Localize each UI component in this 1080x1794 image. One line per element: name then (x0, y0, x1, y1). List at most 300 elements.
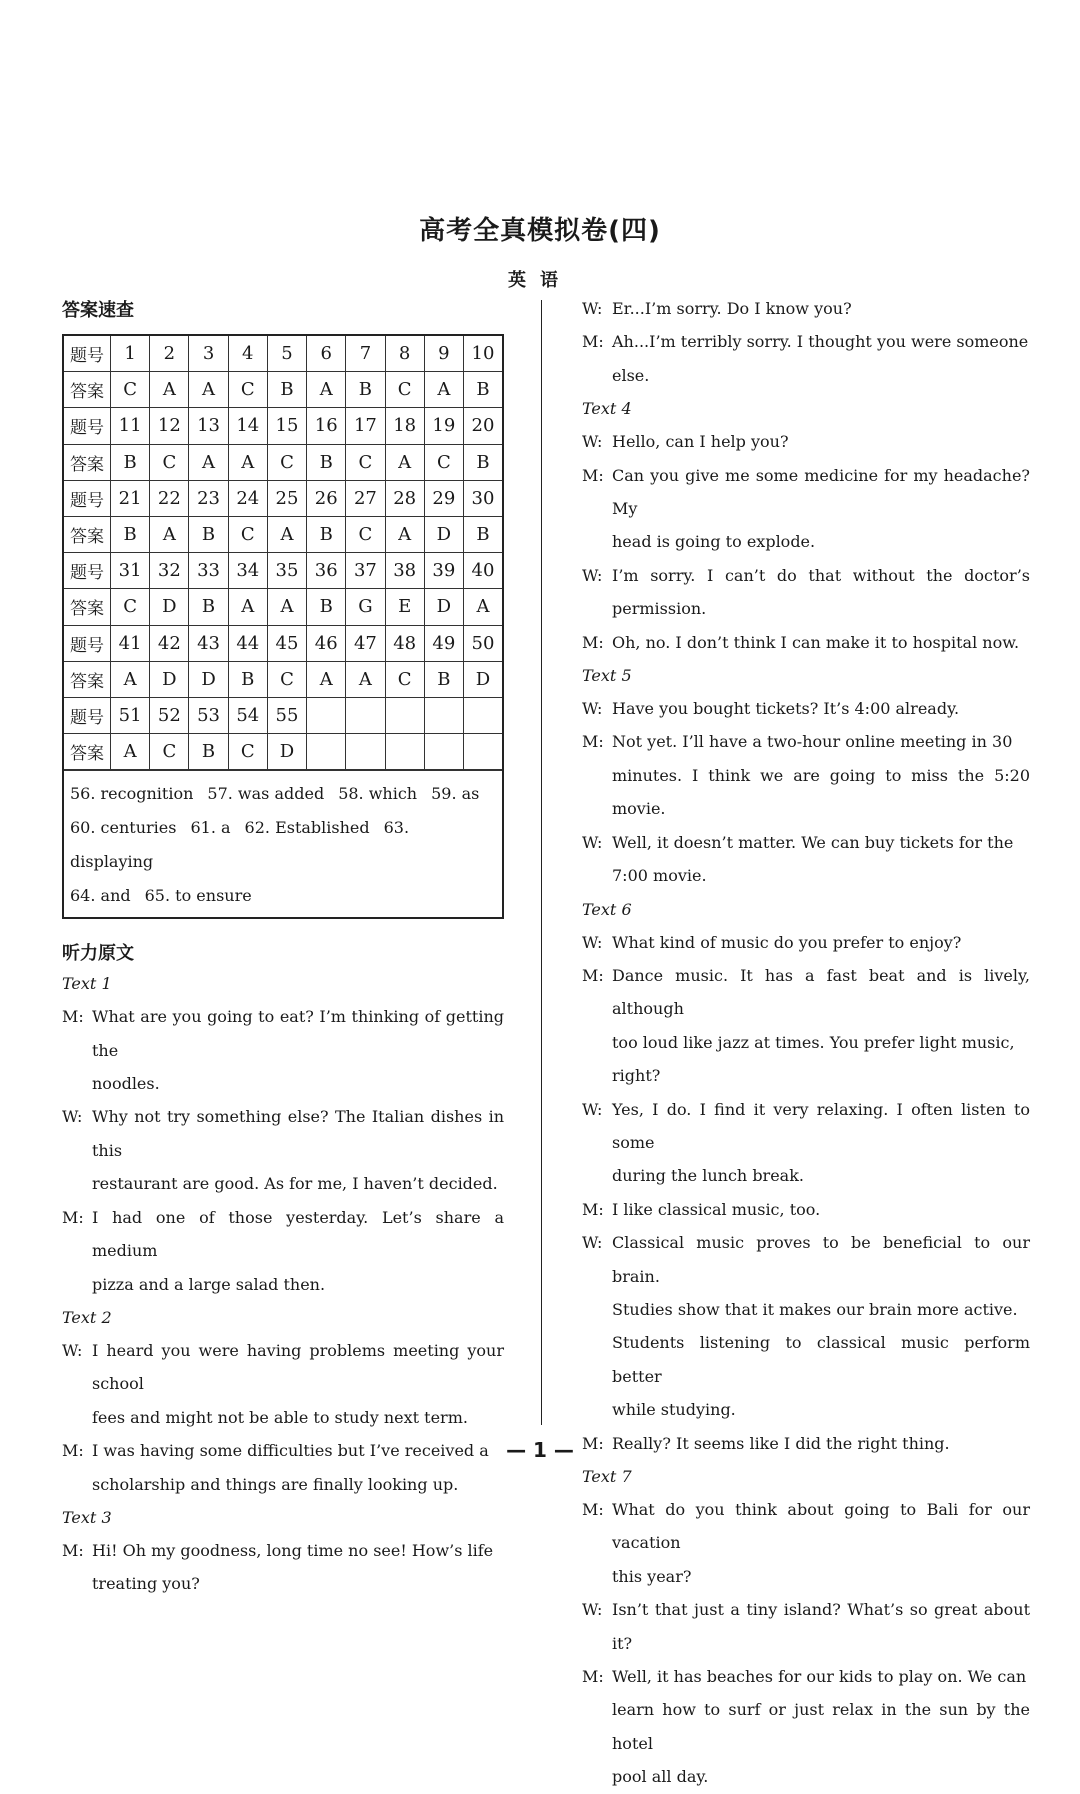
question-number-cell: 49 (424, 625, 463, 661)
dialogue-text: I like classical music, too. (612, 1199, 821, 1219)
answer-cell: A (307, 661, 346, 697)
question-number-cell: 21 (111, 480, 150, 516)
answer-cell: A (267, 516, 306, 552)
dialogue-text: Dance music. It has a fast beat and is lively, although (612, 965, 1030, 1019)
transcript-heading: 听力原文 (62, 943, 134, 965)
answer-cell: A (463, 589, 502, 625)
dialogue-text: learn how to surf or just relax in the sun by the hotel (612, 1700, 1030, 1753)
answer-cell (463, 734, 502, 770)
dialogue-text: restaurant are good. As for me, I haven’t decided. (92, 1174, 498, 1194)
answer-cell: A (346, 661, 385, 697)
dialogue-line (582, 292, 1030, 325)
dialogue-continuation (582, 759, 1030, 826)
row-label: 答案 (64, 661, 111, 697)
answer-cell: C (267, 661, 306, 697)
answer-key-heading: 答案速查 (62, 300, 134, 321)
right-column (582, 292, 1030, 1794)
dialogue-text: Students listening to classical music perform better (612, 1333, 1030, 1386)
answer-cell: D (424, 589, 463, 625)
dialogue-text: pool all day. (612, 1767, 709, 1787)
speaker-label (582, 1760, 612, 1793)
question-number-cell (307, 697, 346, 733)
dialogue-text: this year? (612, 1566, 692, 1586)
dialogue-line (62, 1534, 504, 1567)
column-divider (541, 300, 542, 1425)
question-number-cell: 26 (307, 480, 346, 516)
answer-row (64, 372, 502, 408)
answer-cell: C (228, 372, 267, 408)
dialogue-line (582, 692, 1030, 725)
dialogue-text: I had one of those yesterday. Let’s share a medium (92, 1207, 504, 1261)
dialogue-text: head is going to explode. (612, 532, 816, 552)
question-number-cell: 23 (189, 480, 228, 516)
speaker-label: M: (582, 1667, 604, 1687)
answer-cell (307, 734, 346, 770)
answer-cell: D (189, 661, 228, 697)
dialogue-text: else. (612, 365, 650, 385)
answer-cell: G (346, 589, 385, 625)
speaker-label: W: (62, 1340, 83, 1360)
row-label: 题号 (64, 408, 111, 444)
dialogue-label: Text 3 (62, 1507, 112, 1527)
speaker-label: M: (582, 1433, 604, 1453)
fill-in-answer: 58. which (338, 784, 418, 804)
answer-row (64, 589, 502, 625)
speaker-label: W: (582, 565, 603, 585)
dialogue-continuation (62, 1567, 504, 1600)
question-number-cell: 45 (267, 625, 306, 661)
dialogue-line (62, 1000, 504, 1067)
speaker-label: M: (62, 1207, 84, 1227)
question-number-row (64, 697, 502, 733)
dialogue-line (582, 959, 1030, 1026)
speaker-label (62, 1268, 92, 1301)
speaker-label (62, 1468, 92, 1501)
answer-cell: B (228, 661, 267, 697)
row-label: 答案 (64, 734, 111, 770)
answer-cell: D (150, 589, 189, 625)
answer-cell: C (228, 734, 267, 770)
question-number-cell (463, 697, 502, 733)
question-number-row (64, 625, 502, 661)
question-number-cell: 38 (385, 553, 424, 589)
row-label: 题号 (64, 480, 111, 516)
answer-cell: A (307, 372, 346, 408)
question-number-cell: 28 (385, 480, 424, 516)
answer-cell: A (385, 516, 424, 552)
answer-cell: E (385, 589, 424, 625)
speaker-label: M: (582, 1500, 604, 1519)
dialogue-text: while studying. (612, 1400, 736, 1420)
question-number-cell (385, 697, 424, 733)
question-number-cell: 20 (463, 408, 502, 444)
dialogue-text: too loud like jazz at times. You prefer light music, (612, 1032, 1015, 1052)
speaker-label (582, 1393, 612, 1426)
dialogue-text: I was having some difficulties but I’ve received a (92, 1441, 489, 1461)
dialogue-continuation (582, 1026, 1030, 1059)
question-number-cell: 5 (267, 336, 306, 372)
question-number-cell: 24 (228, 480, 267, 516)
row-label: 题号 (64, 697, 111, 733)
answer-cell: B (307, 589, 346, 625)
dialogue-continuation (582, 1293, 1030, 1326)
dialogue-continuation (62, 1468, 504, 1501)
answer-cell: D (463, 661, 502, 697)
speaker-label: W: (582, 832, 603, 852)
question-number-cell: 39 (424, 553, 463, 589)
answer-cell: D (150, 661, 189, 697)
dialogue-continuation (582, 1760, 1030, 1793)
answer-cell: A (189, 444, 228, 480)
answer-cell: B (189, 734, 228, 770)
row-label: 答案 (64, 516, 111, 552)
dialogue-text: Have you bought tickets? It’s 4:00 already. (612, 699, 960, 719)
dialogue-line (62, 1334, 504, 1401)
question-number-row (64, 408, 502, 444)
question-number-cell: 32 (150, 553, 189, 589)
dialogue-text: right? (612, 1066, 661, 1086)
question-number-row (64, 480, 502, 516)
speaker-label: W: (582, 699, 603, 719)
dialogue-continuation (62, 1268, 504, 1301)
dialogue-continuation (582, 359, 1030, 392)
answer-cell: D (267, 734, 306, 770)
answer-cell: C (346, 444, 385, 480)
question-number-cell: 9 (424, 336, 463, 372)
dialogue-text: fees and might not be able to study next term. (92, 1407, 468, 1427)
answer-row (64, 661, 502, 697)
dialogue-line (582, 425, 1030, 458)
question-number-row (64, 553, 502, 589)
transcript-left (62, 967, 504, 1601)
dialogue-text: What are you going to eat? I’m thinking of getting the (92, 1007, 504, 1060)
dialogue-line (62, 1201, 504, 1268)
question-number-cell: 44 (228, 625, 267, 661)
question-number-cell: 22 (150, 480, 189, 516)
answer-key-table (64, 336, 502, 770)
dialogue-text: pizza and a large salad then. (92, 1274, 326, 1294)
fill-in-answer: 64. and (70, 886, 131, 906)
row-label: 答案 (64, 372, 111, 408)
fill-in-line (70, 879, 496, 913)
answer-cell: B (424, 661, 463, 697)
answer-cell: C (150, 734, 189, 770)
question-number-cell: 55 (267, 697, 306, 733)
dialogue-line (582, 1226, 1030, 1293)
question-number-cell: 31 (111, 553, 150, 589)
question-number-cell: 36 (307, 553, 346, 589)
dialogue-continuation (582, 1393, 1030, 1426)
left-column (62, 298, 504, 1601)
question-number-cell (346, 697, 385, 733)
dialogue-text: Oh, no. I don’t think I can make it to hospital now. (612, 632, 1020, 652)
dialogue-continuation (582, 859, 1030, 892)
question-number-cell: 54 (228, 697, 267, 733)
speaker-label (62, 1067, 92, 1100)
question-number-cell: 15 (267, 408, 306, 444)
dialogue-line (582, 626, 1030, 659)
dialogue-line (62, 1100, 504, 1167)
page-number: — 1 — (506, 1438, 574, 1462)
answer-cell: C (228, 516, 267, 552)
answer-cell: A (150, 516, 189, 552)
question-number-cell: 42 (150, 625, 189, 661)
dialogue-line (582, 826, 1030, 859)
dialogue-label: Text 4 (582, 399, 632, 419)
speaker-label (582, 1026, 612, 1059)
speaker-label (62, 1567, 92, 1600)
speaker-label: W: (582, 1099, 603, 1119)
question-number-cell: 17 (346, 408, 385, 444)
speaker-label (582, 1560, 612, 1593)
page-title: 高考全真模拟卷(四) (419, 216, 661, 246)
speaker-label (582, 1159, 612, 1192)
question-number-cell: 50 (463, 625, 502, 661)
dialogue-text: I’m sorry. I can’t do that without the doctor’s permission. (612, 565, 1030, 619)
speaker-label: W: (582, 1600, 603, 1620)
question-number-cell: 51 (111, 697, 150, 733)
answer-cell: A (228, 589, 267, 625)
answer-cell: A (385, 444, 424, 480)
answer-row (64, 734, 502, 770)
answer-cell: C (111, 372, 150, 408)
dialogue-text: Hello, can I help you? (612, 432, 789, 452)
dialogue-continuation (582, 1693, 1030, 1760)
answer-cell: A (424, 372, 463, 408)
answer-key-box (62, 334, 504, 919)
question-number-cell: 18 (385, 408, 424, 444)
answer-cell: B (307, 444, 346, 480)
speaker-label: W: (62, 1107, 83, 1127)
dialogue-text: scholarship and things are finally looking up. (92, 1474, 459, 1494)
speaker-label: M: (62, 1007, 84, 1027)
speaker-label (582, 859, 612, 892)
row-label: 答案 (64, 589, 111, 625)
answer-cell: C (385, 372, 424, 408)
dialogue-continuation (582, 525, 1030, 558)
question-number-cell: 48 (385, 625, 424, 661)
speaker-label: M: (582, 465, 604, 485)
fill-in-answer: 63. displaying (70, 818, 410, 872)
question-number-cell: 40 (463, 553, 502, 589)
fill-in-answer: 61. a (190, 818, 231, 838)
question-number-cell: 3 (189, 336, 228, 372)
question-number-cell: 37 (346, 553, 385, 589)
question-number-cell: 43 (189, 625, 228, 661)
answer-cell: B (267, 372, 306, 408)
question-number-cell: 6 (307, 336, 346, 372)
fill-in-answer: 59. as (431, 784, 480, 804)
speaker-label: W: (582, 1233, 603, 1253)
question-number-cell: 52 (150, 697, 189, 733)
dialogue-continuation (62, 1067, 504, 1100)
dialogue-line (582, 1193, 1030, 1226)
speaker-label (582, 525, 612, 558)
answer-cell: C (150, 444, 189, 480)
answer-cell: C (267, 444, 306, 480)
speaker-label (582, 1326, 612, 1393)
answer-cell: A (150, 372, 189, 408)
question-number-row (64, 336, 502, 372)
answer-row (64, 444, 502, 480)
question-number-cell: 53 (189, 697, 228, 733)
answer-cell: D (424, 516, 463, 552)
speaker-label: M: (62, 1540, 84, 1560)
question-number-cell: 35 (267, 553, 306, 589)
answer-cell: B (307, 516, 346, 552)
fill-in-answer: 56. recognition (70, 784, 194, 804)
dialogue-line (582, 459, 1030, 526)
speaker-label: M: (582, 632, 604, 652)
answer-cell: A (111, 661, 150, 697)
answer-cell: B (463, 516, 502, 552)
speaker-label: M: (582, 1199, 604, 1219)
dialogue-text: treating you? (92, 1574, 200, 1594)
answer-cell: A (189, 372, 228, 408)
question-number-cell: 2 (150, 336, 189, 372)
dialogue-text: What do you think about going to Bali for our vacation (612, 1500, 1030, 1553)
dialogue-text: Can you give me some medicine for my headache? My (612, 465, 1030, 519)
question-number-cell: 27 (346, 480, 385, 516)
speaker-label (582, 359, 612, 392)
speaker-label (62, 1167, 92, 1200)
dialogue-continuation (582, 1059, 1030, 1092)
answer-cell: B (463, 444, 502, 480)
fill-in-answer: 65. to ensure (144, 886, 252, 906)
answer-cell: B (189, 589, 228, 625)
row-label: 题号 (64, 625, 111, 661)
dialogue-line (582, 1493, 1030, 1560)
question-number-cell: 4 (228, 336, 267, 372)
question-number-cell: 34 (228, 553, 267, 589)
dialogue-text: Why not try something else? The Italian dishes in this (92, 1107, 504, 1160)
dialogue-text: Ah...I’m terribly sorry. I thought you were someone (612, 332, 1029, 352)
question-number-cell: 41 (111, 625, 150, 661)
dialogue-label: Text 2 (62, 1307, 112, 1327)
subject-heading: 英语 (508, 270, 572, 291)
dialogue-text: Not yet. I’ll have a two-hour online meeting in 30 (612, 732, 1013, 752)
fill-in-answer: 62. Established (244, 818, 370, 838)
answer-cell: B (111, 444, 150, 480)
speaker-label: M: (62, 1441, 84, 1461)
dialogue-text: Isn’t that just a tiny island? What’s so great about it? (612, 1600, 1030, 1653)
question-number-cell: 30 (463, 480, 502, 516)
speaker-label (582, 1293, 612, 1326)
dialogue-text: Studies show that it makes our brain more active. (612, 1299, 1018, 1319)
answer-cell: A (111, 734, 150, 770)
question-number-cell: 11 (111, 408, 150, 444)
speaker-label: W: (582, 299, 603, 318)
question-number-cell: 29 (424, 480, 463, 516)
dialogue-text: minutes. I think we are going to miss the 5:20 movie. (612, 765, 1030, 819)
dialogue-continuation (582, 1159, 1030, 1192)
dialogue-line (582, 1593, 1030, 1660)
dialogue-text: Er...I’m sorry. Do I know you? (612, 299, 852, 318)
answer-cell: B (111, 516, 150, 552)
fill-in-line (70, 811, 496, 879)
question-number-cell (424, 697, 463, 733)
dialogue-text: Well, it has beaches for our kids to play on. We can (612, 1667, 1027, 1687)
speaker-label (582, 759, 612, 826)
dialogue-text: during the lunch break. (612, 1166, 804, 1186)
dialogue-text: Well, it doesn’t matter. We can buy tickets for the (612, 832, 1014, 852)
answer-cell: B (463, 372, 502, 408)
answer-cell: C (385, 661, 424, 697)
dialogue-label: Text 5 (582, 666, 632, 686)
question-number-cell: 1 (111, 336, 150, 372)
dialogue-continuation (62, 1167, 504, 1200)
speaker-label (582, 1693, 612, 1760)
dialogue-line (582, 559, 1030, 626)
dialogue-text: What kind of music do you prefer to enjoy? (612, 932, 962, 952)
dialogue-text: Hi! Oh my goodness, long time no see! How’s life (92, 1540, 494, 1560)
answer-cell: A (228, 444, 267, 480)
dialogue-line (582, 926, 1030, 959)
speaker-label: M: (582, 965, 604, 985)
answer-cell (346, 734, 385, 770)
question-number-cell: 16 (307, 408, 346, 444)
question-number-cell: 25 (267, 480, 306, 516)
dialogue-text: I heard you were having problems meeting your school (92, 1340, 504, 1394)
speaker-label: W: (582, 932, 603, 952)
row-label: 题号 (64, 553, 111, 589)
row-label: 答案 (64, 444, 111, 480)
answer-cell: B (346, 372, 385, 408)
answer-cell (385, 734, 424, 770)
question-number-cell: 7 (346, 336, 385, 372)
answer-cell: A (267, 589, 306, 625)
fill-in-answer: 60. centuries (70, 818, 177, 838)
dialogue-line (582, 325, 1030, 358)
dialogue-text: Yes, I do. I find it very relaxing. I often listen to some (612, 1099, 1030, 1152)
answer-cell: C (424, 444, 463, 480)
dialogue-continuation (62, 1401, 504, 1434)
answer-cell: C (111, 589, 150, 625)
answer-cell (424, 734, 463, 770)
dialogue-label: Text 6 (582, 899, 632, 919)
dialogue-line (582, 1093, 1030, 1160)
fill-in-answer: 57. was added (207, 784, 325, 804)
speaker-label (582, 1059, 612, 1092)
speaker-label: W: (582, 432, 603, 452)
dialogue-text: 7:00 movie. (612, 866, 707, 886)
question-number-cell: 8 (385, 336, 424, 372)
fill-in-answers (64, 770, 502, 917)
transcript-right (582, 292, 1030, 1794)
fill-in-line (70, 777, 496, 811)
dialogue-continuation (582, 1560, 1030, 1593)
question-number-cell: 46 (307, 625, 346, 661)
answer-row (64, 516, 502, 552)
question-number-cell: 33 (189, 553, 228, 589)
answer-cell: C (346, 516, 385, 552)
row-label: 题号 (64, 336, 111, 372)
dialogue-label: Text 7 (582, 1467, 632, 1486)
answer-cell: B (189, 516, 228, 552)
speaker-label: M: (582, 732, 604, 752)
dialogue-label: Text 1 (62, 974, 112, 994)
speaker-label: M: (582, 332, 604, 352)
dialogue-text: Classical music proves to be beneficial to our brain. (612, 1233, 1030, 1286)
dialogue-text: noodles. (92, 1074, 160, 1094)
question-number-cell: 19 (424, 408, 463, 444)
speaker-label (62, 1401, 92, 1434)
dialogue-line (582, 725, 1030, 758)
question-number-cell: 13 (189, 408, 228, 444)
dialogue-line (582, 1660, 1030, 1693)
dialogue-text: Really? It seems like I did the right thing. (612, 1433, 950, 1453)
question-number-cell: 10 (463, 336, 502, 372)
